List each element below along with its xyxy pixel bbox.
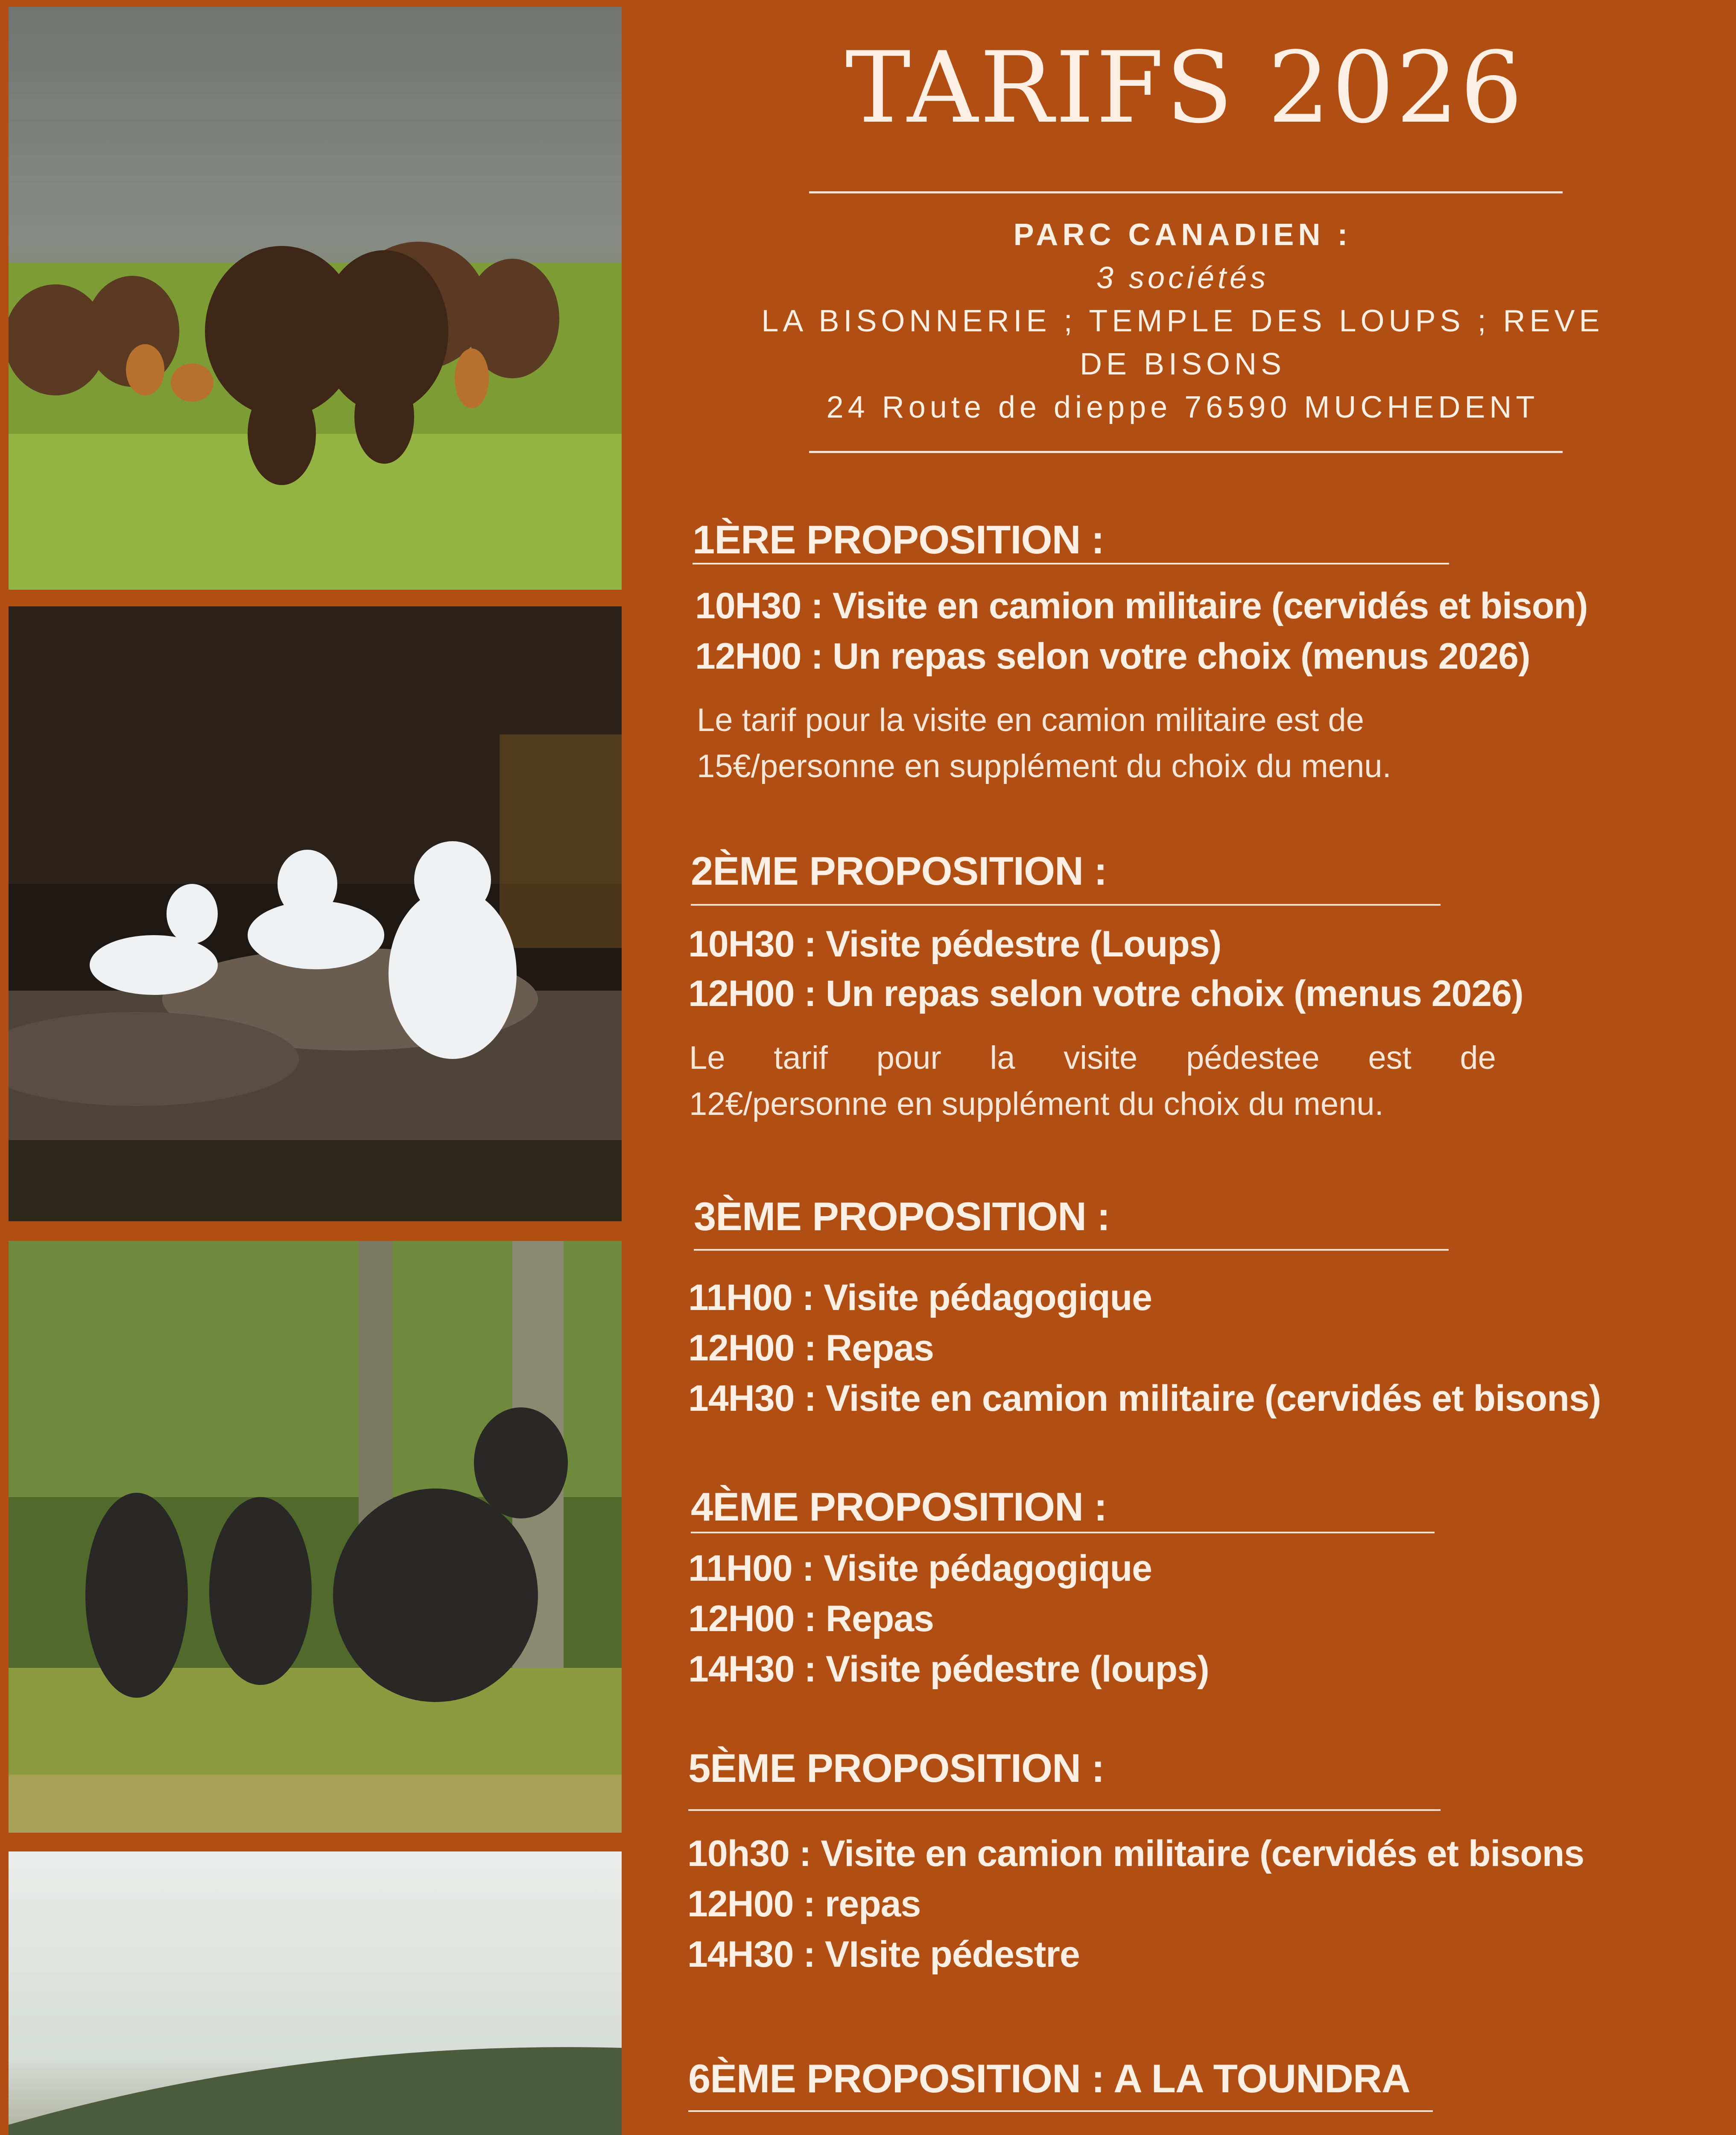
section-4-underline	[691, 1532, 1435, 1533]
park-address: 24 Route de dieppe 76590 MUCHEDENT	[826, 390, 1539, 424]
note-word: visite	[1064, 1040, 1138, 1076]
park-name: PARC CANADIEN :	[1013, 218, 1352, 252]
section-1-title: 1ÈRE PROPOSITION :	[693, 517, 1104, 562]
park-societies: 3 sociétés	[1096, 261, 1269, 295]
divider	[809, 191, 1563, 193]
park-info	[717, 214, 1648, 429]
section-1-line: 12H00 : Un repas selon votre choix (menus 2026)	[695, 636, 1530, 677]
note-word: est	[1368, 1040, 1412, 1076]
section-3-line: 12H00 : Repas	[688, 1328, 934, 1369]
section-3-title: 3ÈME PROPOSITION :	[694, 1194, 1110, 1239]
note-word: la	[990, 1040, 1015, 1076]
section-2-line: 12H00 : Un repas selon votre choix (menus 2026)	[688, 973, 1523, 1014]
section-4-line: 12H00 : Repas	[688, 1598, 934, 1639]
section-3-underline	[694, 1249, 1449, 1251]
section-3-line: 11H00 : Visite pédagogique	[688, 1277, 1152, 1318]
section-6-title: 6ÈME PROPOSITION : A LA TOUNDRA	[688, 2056, 1410, 2101]
section-6-underline	[688, 2110, 1433, 2112]
note-word: de	[1460, 1040, 1496, 1076]
section-5-line: 10h30 : Visite en camion militaire (cervidés et bisons	[687, 1833, 1584, 1874]
section-4-title: 4ÈME PROPOSITION :	[691, 1484, 1107, 1529]
section-5-line: 14H30 : VIsite pédestre	[687, 1934, 1080, 1975]
section-2-line: 10H30 : Visite pédestre (Loups)	[688, 924, 1222, 965]
note-word: pédestee	[1186, 1040, 1320, 1076]
park-companies-line1: LA BISONNERIE ; TEMPLE DES LOUPS ; REVE	[761, 304, 1604, 338]
divider	[809, 451, 1563, 453]
section-4-line: 14H30 : Visite pédestre (loups)	[688, 1649, 1209, 1690]
section-1-note-line: Le tarif pour la visite en camion militaire est de	[697, 702, 1364, 738]
section-5-line: 12H00 : repas	[687, 1883, 921, 1924]
page-title: TARIFS 2026	[845, 31, 1525, 145]
bison-herd-photo	[9, 7, 622, 590]
note-word: pour	[876, 1040, 941, 1076]
section-1-line: 10H30 : Visite en camion militaire (cervidés et bison)	[695, 585, 1588, 626]
section-1-note	[697, 697, 1391, 790]
section-3-line: 14H30 : Visite en camion militaire (cervidés et bisons)	[688, 1378, 1601, 1419]
white-wolves-photo	[9, 606, 622, 1221]
section-4-line: 11H00 : Visite pédagogique	[688, 1548, 1152, 1589]
park-companies-line2: DE BISONS	[1079, 347, 1286, 381]
section-2-title: 2ÈME PROPOSITION :	[691, 848, 1107, 893]
section-2-underline	[691, 904, 1441, 906]
wolf-pups-photo	[9, 1241, 622, 1833]
section-2-note-line: 12€/personne en supplément du choix du menu.	[689, 1086, 1384, 1122]
bison-landscape-photo	[9, 1851, 622, 2135]
note-word: Le	[689, 1040, 725, 1076]
section-1-underline	[693, 563, 1449, 564]
section-1-note-line: 15€/personne en supplément du choix du menu.	[697, 748, 1391, 784]
section-2-note-line	[689, 1035, 1496, 1081]
section-5-underline	[688, 1809, 1441, 1811]
note-word: tarif	[774, 1040, 828, 1076]
section-5-title: 5ÈME PROPOSITION :	[688, 1746, 1105, 1790]
section-2-note	[689, 1035, 1496, 1127]
